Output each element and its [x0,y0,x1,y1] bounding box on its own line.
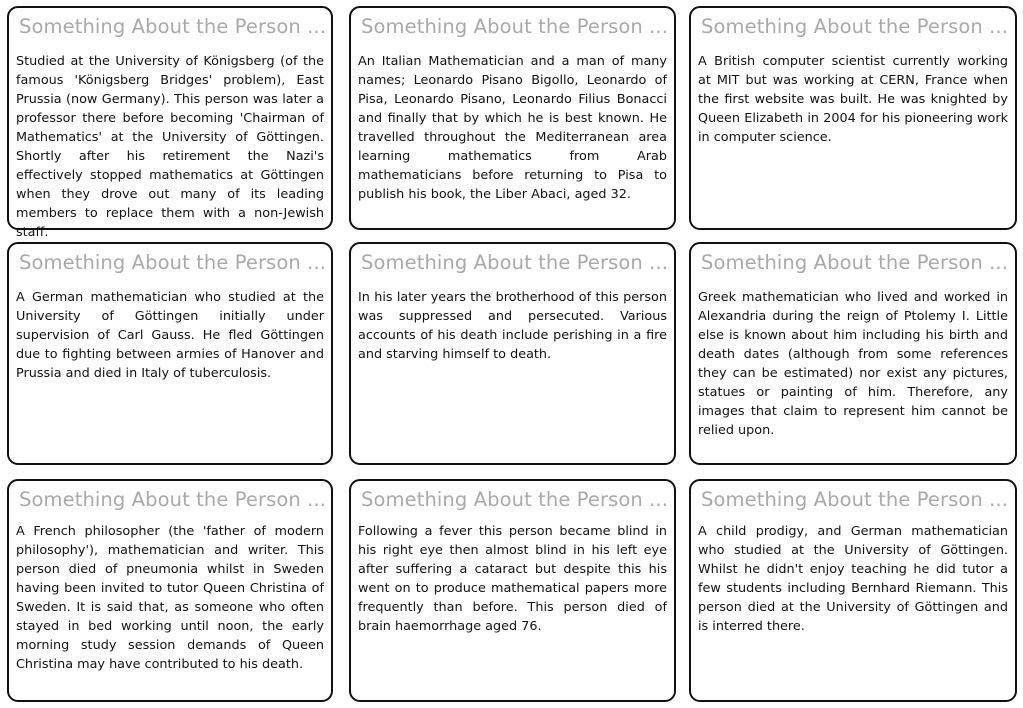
card-description: Studied at the University of Königsberg (of the famous 'Königsberg Bridges' problem), East Prussia (now Germany). This person was later a professor there before becoming 'Chairman of Mathematics' at the University of Göttingen. Shortly after his retirement the Nazi's effectively stopped mathematics at Göttingen when they drove out many of its leading members to replace them with a non-Jewish staff. [16,54,324,240]
clue-card [349,479,676,702]
card-description: Greek mathematician who lived and worked in Alexandria during the reign of Ptolemy I. Little else is known about him including his birth and death dates (although from some references they can be estimated) nor exist any pictures, statues or painting of him. Therefore, any images that claim to represent him cannot be relied upon. [698,290,1008,438]
clue-card [7,242,333,465]
clue-card [7,479,333,702]
clue-card [349,242,676,465]
card-description: A German mathematician who studied at the University of Göttingen initially under supervision of Carl Gauss. He fled Göttingen due to fighting between armies of Hanover and Prussia and died in Italy of tuberculosis. [16,290,324,381]
card-title: Something About the Person ... [701,488,1009,511]
card-title: Something About the Person ... [361,251,669,274]
card-title: Something About the Person ... [361,488,669,511]
card-title: Something About the Person ... [19,15,327,38]
card-title: Something About the Person ... [701,251,1009,274]
clue-card [7,6,333,240]
card-title: Something About the Person ... [701,15,1009,38]
card-description: A French philosopher (the 'father of modern philosophy'), mathematician and writer. This person died of pneumonia whilst in Sweden having been invited to tutor Queen Christina of Sweden. It is said that, as someone who often stayed in bed working until noon, the early morning study session demands of Queen Christina may have contributed to his death. [16,524,324,672]
card-title: Something About the Person ... [361,15,669,38]
clue-card [349,6,676,230]
card-description: In his later years the brotherhood of this person was suppressed and persecuted. Various accounts of his death include perishing in a fire and starving himself to death. [358,290,667,362]
clue-card [689,479,1017,702]
card-title: Something About the Person ... [19,488,327,511]
clue-card [689,242,1017,465]
card-title: Something About the Person ... [19,251,327,274]
card-description: A child prodigy, and German mathematician who studied at the University of Göttingen. Whilst he didn't enjoy teaching he did tutor a few students including Bernhard Riemann. This person died at the University of Göttingen and is interred there. [698,524,1008,634]
clue-card [689,6,1017,230]
card-description: Following a fever this person became blind in his right eye then almost blind in his left eye after suffering a cataract but despite this his went on to produce mathematical papers more frequently than before. This person died of brain haemorrhage aged 76. [358,524,667,634]
card-description: A British computer scientist currently working at MIT but was working at CERN, France when the first website was built. He was knighted by Queen Elizabeth in 2004 for his pioneering work in computer science. [698,54,1008,145]
card-description: An Italian Mathematician and a man of many names; Leonardo Pisano Bigollo, Leonardo of Pisa, Leonardo Pisano, Leonardo Filius Bonacci and finally that by which he is best known. He travelled throughout the Mediterranean area learning mathematics from Arab mathematicians before returning to Pisa to publish his book, the Liber Abaci, aged 32. [358,54,667,202]
